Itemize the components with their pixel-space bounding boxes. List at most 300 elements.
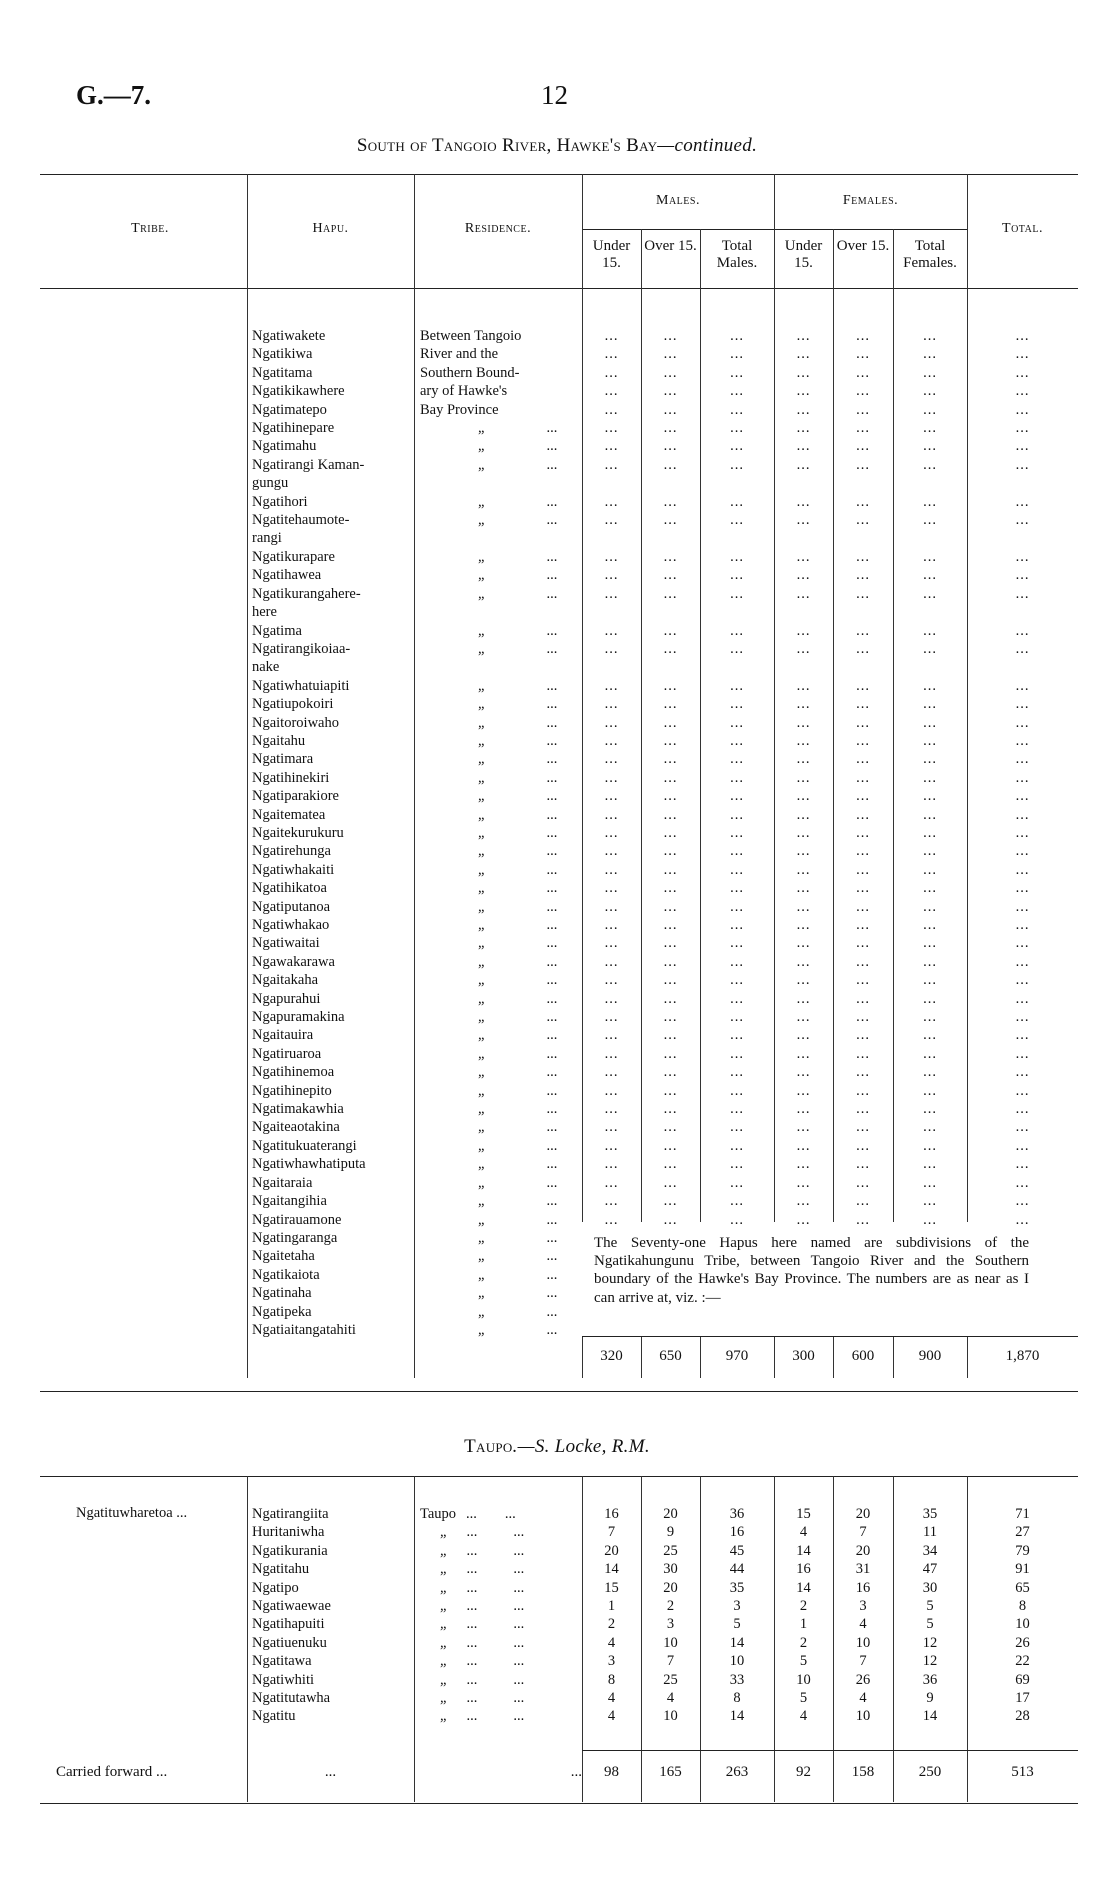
residence <box>414 585 582 603</box>
ditto-mark: „ <box>478 567 485 584</box>
cell-under15-males: ... <box>604 696 619 713</box>
cell-total-males: ... <box>730 1064 744 1081</box>
cell-total-males <box>700 529 774 547</box>
cell-total-females: ... <box>923 880 937 897</box>
hapu-name: Ngatihinekiri <box>252 769 330 786</box>
cell-over15-females: 4 <box>859 1616 867 1633</box>
cell-total-males: ... <box>730 1101 744 1118</box>
table-row <box>248 511 1078 529</box>
cell-under15-males: ... <box>604 972 619 989</box>
residence: Bay Province <box>420 401 499 418</box>
cell-under15-females: ... <box>796 401 811 418</box>
residence <box>414 456 582 474</box>
cell-under15-females: ... <box>796 1045 811 1062</box>
ditto-mark: „ <box>478 1211 485 1228</box>
cf-over15-males: 165 <box>659 1764 682 1780</box>
cell-under15-females: 4 <box>799 1708 808 1725</box>
cell-total-males: ... <box>730 346 744 363</box>
cell-total-males: ... <box>730 953 744 970</box>
cell-total-males: ... <box>730 861 744 878</box>
cell-total-females: ... <box>923 1045 937 1062</box>
cell-under15-males: 4 <box>607 1690 616 1707</box>
leader-dots: ... <box>546 420 558 437</box>
header-top-rule <box>40 174 1078 175</box>
cell-total-males: ... <box>730 1137 744 1154</box>
cell-under15-females: ... <box>796 1009 811 1026</box>
table-row <box>248 695 1078 713</box>
table-row <box>248 437 1078 455</box>
total-males: 970 <box>725 1348 749 1364</box>
ditto-mark: „ <box>440 1561 447 1578</box>
cell-over15-females: ... <box>856 622 870 639</box>
cell-over15-males: ... <box>663 1137 678 1154</box>
cell-under15-males: ... <box>604 438 619 455</box>
cell-under15-females: ... <box>796 843 811 860</box>
residence <box>414 1321 582 1339</box>
cell-total-males: ... <box>730 493 744 510</box>
ditto-mark: „ <box>440 1579 447 1596</box>
cell-over15-females <box>833 474 893 492</box>
cell-under15-females: ... <box>796 898 811 915</box>
cell-total-males: ... <box>730 548 744 565</box>
table-row <box>248 566 1078 584</box>
cell-total: ... <box>1015 861 1030 878</box>
cell-over15-males: 25 <box>663 1671 678 1688</box>
cell-over15-females: ... <box>856 714 870 731</box>
residence <box>414 1505 582 1523</box>
cell-over15-males: 2 <box>666 1598 675 1615</box>
ditto-mark: „ <box>440 1616 447 1633</box>
cell-total-females: ... <box>923 438 937 455</box>
hapu-name: Ngatihinepare <box>252 420 335 437</box>
cell-over15-females: ... <box>856 493 870 510</box>
leader-dots: ... <box>513 1671 525 1688</box>
hapu-name: Ngatiwhakao <box>252 917 330 933</box>
cell-under15-males: 8 <box>607 1671 616 1688</box>
cell-under15-females: 4 <box>799 1524 808 1541</box>
header-over15-males: Over 15. <box>644 238 697 254</box>
cell-over15-females: ... <box>856 1119 870 1136</box>
cell-over15-females: ... <box>856 438 870 455</box>
cell-total-males: 3 <box>733 1598 741 1615</box>
cell-over15-males: 7 <box>666 1653 675 1670</box>
cell-total-females: ... <box>923 493 937 510</box>
cell-total-males: ... <box>730 843 744 860</box>
residence <box>414 1523 582 1541</box>
cell-under15-males: ... <box>604 420 619 437</box>
cell-over15-females: 31 <box>855 1561 871 1578</box>
table-row <box>248 1063 1078 1081</box>
cell-total: ... <box>1015 677 1030 694</box>
cell-under15-females: ... <box>796 880 811 897</box>
ditto-mark: „ <box>478 493 485 510</box>
table-row <box>248 824 1078 842</box>
leader-dots: ... <box>546 1045 558 1062</box>
cell-over15-females: ... <box>856 401 870 418</box>
table-row <box>248 603 1078 621</box>
cell-under15-females: ... <box>796 1211 811 1228</box>
hapu-name: Ngatihori <box>252 493 308 510</box>
residence <box>414 1303 582 1321</box>
cell-over15-males: ... <box>663 1211 678 1228</box>
cell-over15-females: ... <box>856 935 870 952</box>
cell-under15-males: 4 <box>607 1634 616 1651</box>
residence <box>414 1597 582 1615</box>
cell-over15-females: ... <box>856 677 870 694</box>
cell-over15-males: 20 <box>663 1579 678 1596</box>
cell-over15-females: 16 <box>855 1579 871 1596</box>
cell-under15-males: ... <box>604 1027 619 1044</box>
cell-over15-females: 4 <box>859 1690 867 1707</box>
cell-over15-males: ... <box>663 696 678 713</box>
header-hapu: Hapu. <box>312 221 349 236</box>
residence <box>414 1174 582 1192</box>
ditto-mark: „ <box>478 824 485 841</box>
residence <box>414 548 582 566</box>
cell-over15-males: ... <box>663 420 678 437</box>
hapu-note: The Seventy-one Hapus here named are subdivisions of the Ngatikahungunu Tribe, between Tangoio River and the Southern boundary of the Hawke's Bay Province. The numbers are as near as I can arrive at, viz. :— <box>594 1235 1029 1306</box>
table-row <box>248 1008 1078 1026</box>
cell-total-males: ... <box>730 714 744 731</box>
cell-under15-females: ... <box>796 383 811 400</box>
cell-total-females: ... <box>923 1211 937 1228</box>
cell-total: 22 <box>1015 1653 1030 1670</box>
cell-total: 8 <box>1018 1598 1027 1615</box>
hapu-name: Ngatihinemoa <box>252 1064 335 1081</box>
header-total-females: Total Females. <box>903 238 957 271</box>
cell-total: ... <box>1015 1193 1030 1210</box>
cell-under15-females: ... <box>796 364 811 381</box>
cell-total: ... <box>1015 898 1030 915</box>
hapu-name: Ngatihawea <box>252 567 322 584</box>
residence <box>414 529 582 547</box>
cell-total-females: ... <box>923 1027 937 1044</box>
cell-under15-males: ... <box>604 824 619 841</box>
ditto-mark: „ <box>478 1303 485 1320</box>
cell-total: ... <box>1015 843 1030 860</box>
leader-dots: ... <box>546 567 558 584</box>
cell-total-males: ... <box>730 585 744 602</box>
cell-under15-females: ... <box>796 585 811 602</box>
cell-total-males: ... <box>730 751 744 768</box>
ditto-mark: „ <box>478 677 485 694</box>
cell-total-females: ... <box>923 1009 937 1026</box>
cell-total-females: ... <box>923 843 937 860</box>
cell-total-males: 35 <box>729 1579 745 1596</box>
cell-total-males: ... <box>730 1211 744 1228</box>
ditto-mark: „ <box>478 640 485 657</box>
cell-over15-males: ... <box>663 917 678 933</box>
cell-over15-males: ... <box>663 769 678 786</box>
leader-dots: ... <box>466 1690 478 1707</box>
section1-bottom-rule <box>40 1391 1078 1392</box>
cell-under15-females: 15 <box>796 1506 811 1522</box>
cell-total: ... <box>1015 935 1030 952</box>
cell-over15-females: ... <box>856 456 870 473</box>
cell-over15-females: ... <box>856 696 870 713</box>
cell-under15-males: 7 <box>607 1524 616 1541</box>
cell-total-males <box>700 603 774 621</box>
cell-total <box>967 603 1078 621</box>
residence <box>414 806 582 824</box>
ditto-mark: „ <box>478 585 485 602</box>
cell-total-males: ... <box>730 1082 744 1099</box>
ditto-mark: „ <box>478 456 485 473</box>
cell-under15-females: ... <box>796 567 811 584</box>
cell-over15-females: ... <box>856 364 870 381</box>
cell-over15-females: ... <box>856 806 870 823</box>
cell-under15-females: ... <box>796 917 811 933</box>
cell-over15-males: 20 <box>663 1506 678 1522</box>
cell-total-males: ... <box>730 1009 744 1026</box>
hapu-name: Ngaitaraia <box>252 1174 313 1191</box>
residence <box>414 1284 582 1302</box>
hapu-name: Ngawakarawa <box>252 953 335 970</box>
leader-dots: ... <box>546 788 558 805</box>
leader-dots: ... <box>546 1266 558 1283</box>
leader-dots: ... <box>466 1579 478 1596</box>
hapu-name: Ngatikurania <box>252 1542 328 1559</box>
hapu-name: Ngatipeka <box>252 1303 312 1320</box>
cell-under15-females <box>774 658 833 676</box>
residence <box>414 566 582 584</box>
ditto-mark: „ <box>478 917 485 933</box>
cell-over15-females: 26 <box>855 1671 871 1688</box>
cell-over15-females: ... <box>856 548 870 565</box>
hapu-name: Ngatiwakete <box>252 328 326 344</box>
leader-dots: ... <box>513 1708 525 1725</box>
residence <box>414 1026 582 1044</box>
ditto-mark: „ <box>478 972 485 989</box>
cell-over15-males: 10 <box>663 1708 678 1725</box>
cell-under15-females: ... <box>796 1137 811 1154</box>
hapu-name: Ngapurahui <box>252 990 321 1007</box>
table-row <box>248 1615 1078 1633</box>
cell-total-males: ... <box>730 677 744 694</box>
leader-dots: ... <box>546 456 558 473</box>
cell-total-males <box>700 658 774 676</box>
cell-over15-females <box>833 658 893 676</box>
cell-under15-females: 1 <box>799 1616 808 1633</box>
total-females: 900 <box>918 1348 942 1364</box>
cell-over15-males: ... <box>663 401 678 418</box>
section-title-main: South of Tangoio River, Hawke's Bay <box>356 135 658 156</box>
cell-under15-males: ... <box>604 1174 619 1191</box>
total-all: 1,870 <box>1005 1348 1040 1364</box>
residence <box>414 990 582 1008</box>
cell-over15-males: ... <box>663 1027 678 1044</box>
hapu-name: Ngatikurapare <box>252 548 335 565</box>
residence <box>414 732 582 750</box>
table-row <box>248 401 1078 419</box>
cell-under15-males: 15 <box>604 1579 619 1596</box>
taupo-top-rule <box>40 1476 1078 1477</box>
cell-total: ... <box>1015 640 1030 657</box>
cell-over15-females: 3 <box>859 1598 867 1615</box>
residence <box>414 714 582 732</box>
hapu-name: Ngatikikawhere <box>252 383 345 400</box>
cell-under15-females: ... <box>796 1101 811 1118</box>
leader-dots: ... <box>546 843 558 860</box>
total-over15-females: 600 <box>851 1348 875 1364</box>
cell-over15-females: ... <box>856 585 870 602</box>
ditto-mark: „ <box>478 861 485 878</box>
table-row <box>248 879 1078 897</box>
cell-under15-males: ... <box>604 1193 619 1210</box>
table-row <box>248 327 1078 345</box>
hapu-name: Ngaitekurukuru <box>252 824 344 841</box>
residence <box>414 1008 582 1026</box>
table-row <box>248 1045 1078 1063</box>
hapu-name: Ngaitakaha <box>252 972 319 989</box>
cell-over15-males: ... <box>663 880 678 897</box>
cell-total: ... <box>1015 567 1030 584</box>
leader-dots: ... <box>546 493 558 510</box>
ditto-mark: „ <box>478 843 485 860</box>
hapu-table-section1 <box>248 327 1078 1339</box>
ditto-mark: „ <box>478 622 485 639</box>
table-row <box>248 456 1078 474</box>
residence <box>414 1634 582 1652</box>
cell-total-females: 9 <box>926 1690 934 1707</box>
cell-under15-females: ... <box>796 824 811 841</box>
hapu-name: Ngatitawa <box>252 1653 312 1670</box>
cell-over15-males: ... <box>663 714 678 731</box>
leader-dots: ... <box>546 917 558 933</box>
hapu-name: Ngatitahu <box>252 1561 310 1578</box>
hapu-name: Ngatirangikoiaa- <box>252 640 351 657</box>
cell-total: ... <box>1015 493 1030 510</box>
cell-over15-females: ... <box>856 512 870 529</box>
cell-total: 71 <box>1015 1506 1030 1522</box>
cell-under15-males <box>582 474 641 492</box>
cell-total-males: ... <box>730 824 744 841</box>
residence <box>414 1542 582 1560</box>
hapu-name: Ngaitauira <box>252 1027 314 1044</box>
cell-total-males: ... <box>730 880 744 897</box>
cell-total: ... <box>1015 456 1030 473</box>
cell-under15-males: ... <box>604 1137 619 1154</box>
cell-over15-males: ... <box>663 548 678 565</box>
table-row <box>248 953 1078 971</box>
table-row <box>248 714 1078 732</box>
cell-under15-females: ... <box>796 751 811 768</box>
cell-under15-males: ... <box>604 1045 619 1062</box>
cell-total: 26 <box>1015 1634 1030 1651</box>
cell-over15-males: ... <box>663 843 678 860</box>
cell-under15-males: ... <box>604 732 619 749</box>
cell-total-females: ... <box>923 567 937 584</box>
cell-under15-males: ... <box>604 898 619 915</box>
cell-under15-females: 2 <box>799 1634 808 1651</box>
cell-total: ... <box>1015 751 1030 768</box>
table-row <box>248 861 1078 879</box>
table-row <box>248 640 1078 658</box>
cell-under15-males <box>582 603 641 621</box>
cell-over15-males: ... <box>663 512 678 529</box>
hapu-name: Ngatiwhiti <box>252 1671 315 1688</box>
cell-total-males: ... <box>730 383 744 400</box>
ditto-mark: „ <box>440 1634 447 1651</box>
cell-over15-females: ... <box>856 1174 870 1191</box>
cell-total: 65 <box>1015 1579 1030 1596</box>
cell-total: ... <box>1015 732 1030 749</box>
leader-dots: ... <box>546 880 558 897</box>
hapu-name: Ngatima <box>252 622 302 639</box>
cell-under15-males: ... <box>604 788 619 805</box>
cell-total-females: ... <box>923 714 937 731</box>
cell-over15-males: ... <box>663 935 678 952</box>
residence <box>414 419 582 437</box>
residence <box>414 1229 582 1247</box>
leader-dots: ... <box>546 1101 558 1118</box>
residence <box>414 750 582 768</box>
cell-over15-females: ... <box>856 917 870 933</box>
residence <box>414 1063 582 1081</box>
cell-total-females: ... <box>923 917 937 933</box>
table-row <box>248 1560 1078 1578</box>
residence <box>414 824 582 842</box>
residence <box>414 842 582 860</box>
cell-under15-females: ... <box>796 677 811 694</box>
leader-dots: ... <box>466 1542 478 1559</box>
cell-total: ... <box>1015 714 1030 731</box>
cell-total-males: ... <box>730 898 744 915</box>
cell-under15-females: ... <box>796 1082 811 1099</box>
cell-total: ... <box>1015 1101 1030 1118</box>
hapu-name: Ngatiruaroa <box>252 1045 322 1062</box>
table-row <box>248 732 1078 750</box>
cf-total-females: 250 <box>918 1764 942 1780</box>
cell-total-females <box>893 1321 967 1339</box>
residence <box>414 658 582 676</box>
cell-under15-males: 4 <box>607 1708 616 1725</box>
cell-under15-males: ... <box>604 677 619 694</box>
cell-total-females: ... <box>923 548 937 565</box>
ditto-mark: „ <box>478 935 485 952</box>
leader-dots: ... <box>546 1285 558 1302</box>
cell-total: ... <box>1015 401 1030 418</box>
hapu-name: Ngaitematea <box>252 806 326 823</box>
cell-total-males: 14 <box>729 1634 745 1651</box>
cell-total-males: ... <box>730 1156 744 1173</box>
cell-total-males: ... <box>730 420 744 437</box>
cell-under15-females: 10 <box>796 1671 811 1688</box>
residence <box>414 1266 582 1284</box>
ditto-mark: „ <box>478 420 485 437</box>
cell-under15-females: ... <box>796 1064 811 1081</box>
leader-dots: ... <box>546 972 558 989</box>
table-row <box>248 1155 1078 1173</box>
cell-total-females: ... <box>923 1101 937 1118</box>
hapu-name: Ngatiwaitai <box>252 935 320 952</box>
table-row <box>248 1100 1078 1118</box>
ditto-mark: „ <box>478 898 485 915</box>
cell-under15-females: 16 <box>796 1561 811 1578</box>
cell-total-males: 5 <box>733 1616 741 1633</box>
cell-under15-females: 14 <box>796 1579 811 1596</box>
leader-dots: ... <box>546 622 558 639</box>
table-row <box>248 787 1078 805</box>
leader-dots: ... <box>504 1506 516 1522</box>
leader-dots: ... <box>546 714 558 731</box>
cell-over15-females: ... <box>856 751 870 768</box>
cell-over15-males: 3 <box>666 1616 675 1633</box>
cell-under15-males: ... <box>604 861 619 878</box>
cell-total-males: ... <box>730 769 744 786</box>
cell-total: ... <box>1015 1027 1030 1044</box>
table-row <box>248 1082 1078 1100</box>
